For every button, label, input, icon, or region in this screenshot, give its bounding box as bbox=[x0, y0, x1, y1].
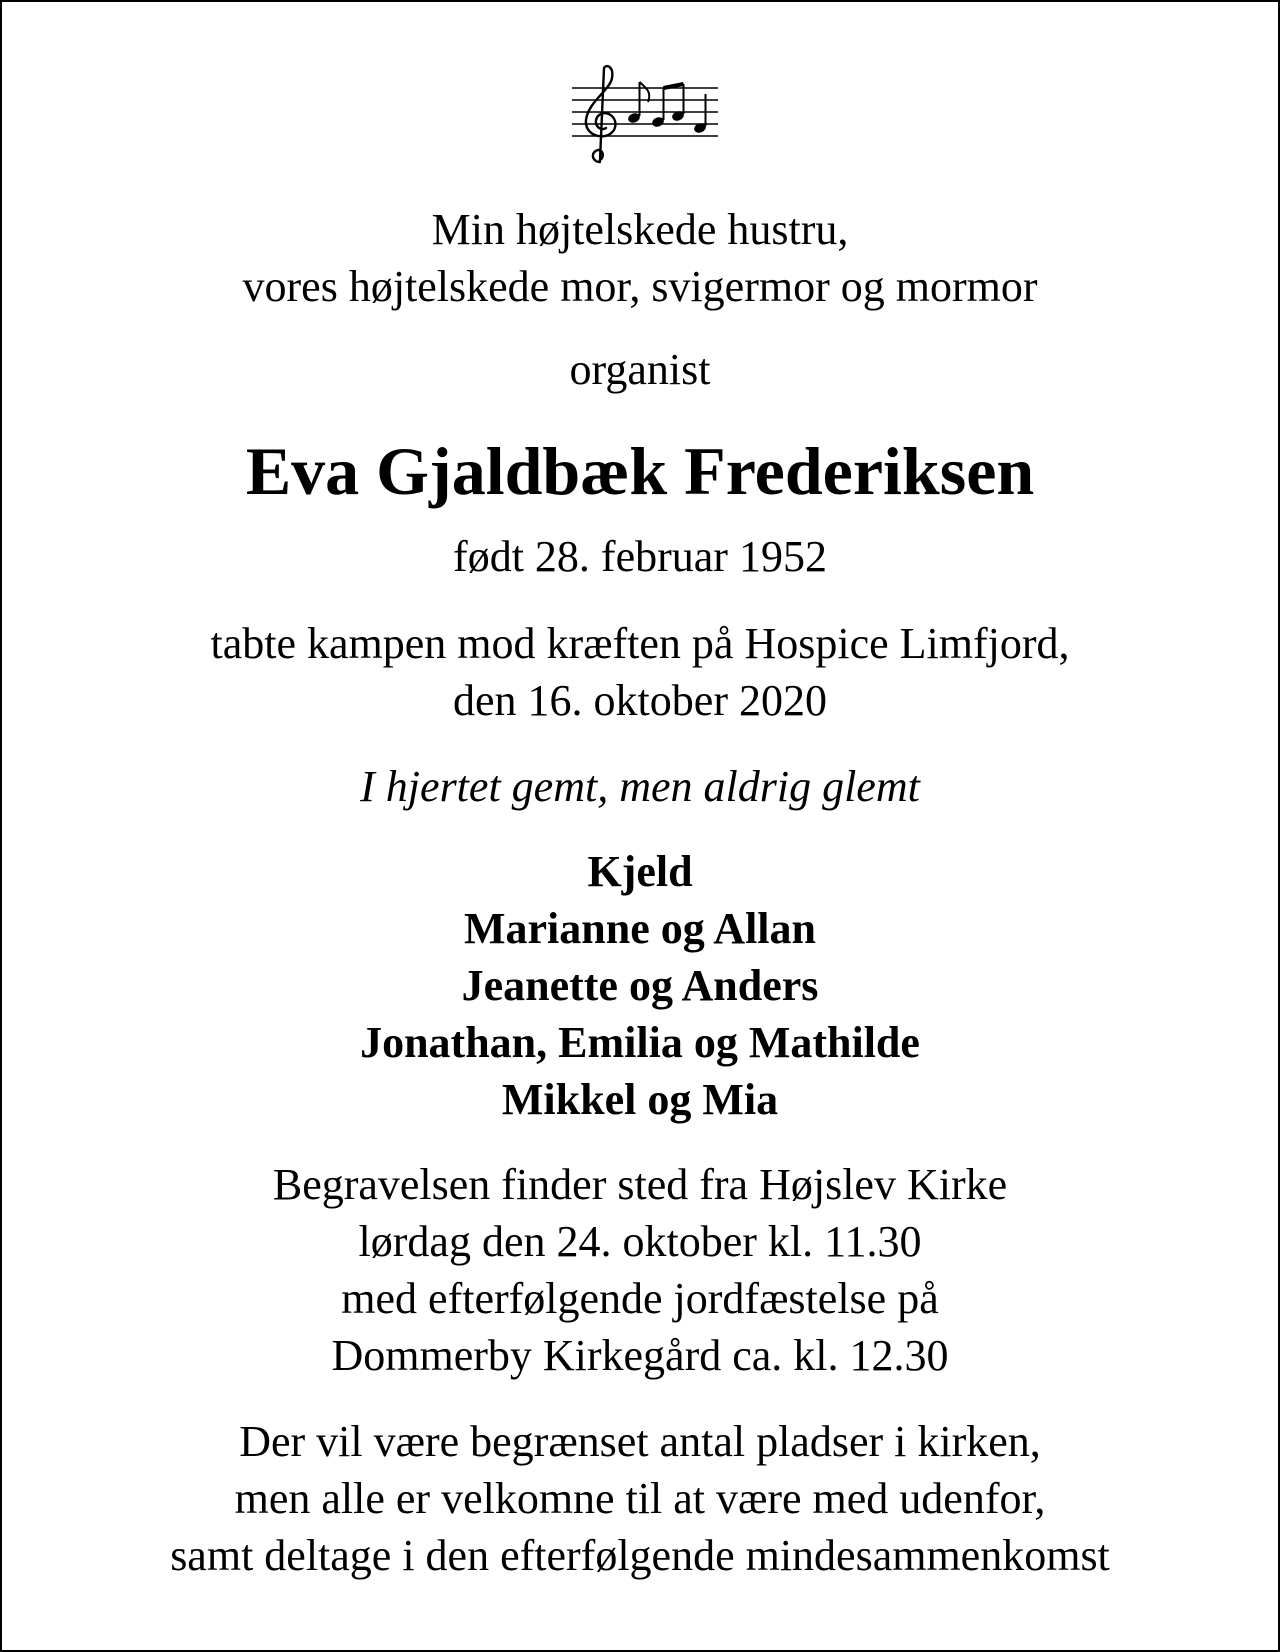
mourner-name: Jeanette og Anders bbox=[461, 961, 819, 1010]
music-notes-icon bbox=[570, 62, 720, 172]
mourner-name: Kjeld bbox=[587, 847, 693, 896]
profession: organist bbox=[569, 345, 711, 394]
funeral-line: Dommerby Kirkegård ca. kl. 12.30 bbox=[331, 1331, 949, 1380]
memorial-quote: I hjertet gemt, men aldrig glemt bbox=[360, 762, 920, 811]
mourner-name: Jonathan, Emilia og Mathilde bbox=[360, 1018, 920, 1067]
funeral-line: Begravelsen finder sted fra Højslev Kirke bbox=[272, 1160, 1008, 1209]
notice-line: samt deltage i den efterfølgende mindesammenkomst bbox=[170, 1531, 1110, 1580]
funeral-line: med efterfølgende jordfæstelse på bbox=[341, 1274, 939, 1323]
intro-line-1: Min højtelskede hustru, bbox=[431, 205, 849, 254]
birth-date: født 28. februar 1952 bbox=[453, 532, 827, 581]
mourner-name: Marianne og Allan bbox=[463, 904, 817, 953]
notice-line: men alle er velkomne til at være med udenfor, bbox=[234, 1474, 1046, 1523]
intro-line-2: vores højtelskede mor, svigermor og mormor bbox=[242, 262, 1038, 311]
deceased-name: Eva Gjaldbæk Frederiksen bbox=[245, 433, 1035, 509]
notice-line: Der vil være begrænset antal pladser i kirken, bbox=[239, 1417, 1041, 1466]
funeral-line: lørdag den 24. oktober kl. 11.30 bbox=[358, 1217, 922, 1266]
mourner-name: Mikkel og Mia bbox=[501, 1075, 779, 1124]
death-line-2: den 16. oktober 2020 bbox=[453, 676, 827, 725]
death-line-1: tabte kampen mod kræften på Hospice Limfjord, bbox=[210, 619, 1070, 668]
